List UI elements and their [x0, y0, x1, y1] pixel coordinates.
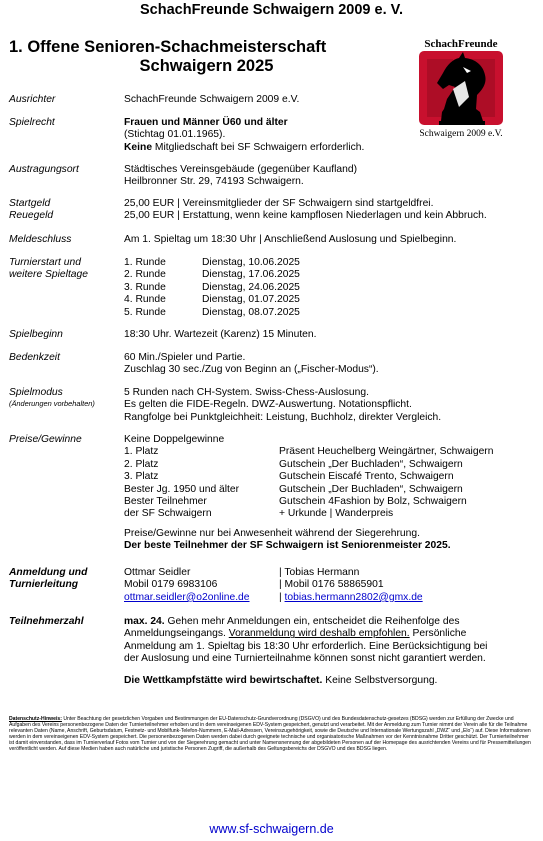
- contact-1-email-link[interactable]: ottmar.seidler@o2online.de: [124, 591, 250, 603]
- spielmodus-label-main: Spielmodus: [9, 387, 63, 398]
- selbstversorgung-text: Keine Selbstversorgung.: [322, 674, 438, 686]
- meldeschluss-label: Meldeschluss: [9, 234, 72, 245]
- spielmodus-line-3: Rangfolge bei Punktgleichheit: Leistung, Buchholz, direkter Vergleich.: [124, 411, 442, 423]
- round-row: [124, 307, 344, 319]
- privacy-notice: [9, 716, 535, 753]
- teilnehmer-max: max. 24.: [124, 616, 165, 627]
- round-row: [124, 282, 344, 294]
- prize-row: [124, 484, 524, 496]
- prize-text: Gutschein „Der Buchladen“, Schwaigern: [279, 458, 463, 470]
- spielrecht-line-3: [124, 142, 364, 154]
- title-line-2: Schwaigern 2025: [139, 57, 274, 75]
- austragungsort-line-1: Städtisches Vereinsgebäude (gegenüber Kaufland): [124, 164, 357, 175]
- prize-place: Bester Teilnehmer: [124, 495, 207, 507]
- round-number: 3. Runde: [124, 281, 166, 293]
- preise-note: Preise/Gewinne nur bei Anwesenheit während der Siegerehrung.: [124, 527, 420, 539]
- preise-label: Preise/Gewinne: [9, 434, 82, 445]
- spielrecht-keine: Keine: [124, 141, 153, 153]
- prize-text: Gutschein Eiscafé Trento, Schwaigern: [279, 471, 454, 483]
- contact-separator: |: [279, 591, 285, 603]
- spielmodus-value: [124, 387, 441, 424]
- spielrecht-label: Spielrecht: [9, 117, 55, 128]
- contact-2-email-link[interactable]: tobias.hermann2802@gmx.de: [284, 591, 423, 603]
- prize-text: Gutschein 4Fashion by Bolz, Schwaigern: [279, 495, 467, 507]
- round-date: Dienstag, 10.06.2025: [202, 257, 300, 268]
- round-row: [124, 294, 344, 306]
- prize-text: Gutschein „Der Buchladen“, Schwaigern: [279, 483, 463, 495]
- round-row: [124, 257, 344, 269]
- teilnehmer-text-2: Anmeldungseingangs.: [124, 628, 229, 640]
- bedenkzeit-label: Bedenkzeit: [9, 352, 60, 363]
- bedenkzeit-value: [124, 352, 379, 377]
- prize-text: + Urkunde | Wanderpreis: [279, 508, 394, 520]
- bewirtschaftet-bold: Die Wettkampfstätte wird bewirtschaftet.: [124, 674, 323, 686]
- logo-top-text: SchachFreunde: [424, 38, 498, 50]
- round-number: 2. Runde: [124, 269, 166, 281]
- prize-row: [124, 446, 524, 458]
- website-footer: [0, 823, 543, 835]
- prize-row: [124, 471, 524, 483]
- round-date: Dienstag, 17.06.2025: [202, 269, 300, 281]
- contact-2-phone: | Mobil 0176 58865901: [279, 579, 384, 591]
- turnierstart-label-2: weitere Spieltage: [9, 269, 88, 281]
- turnierstart-label: [9, 257, 88, 282]
- knight-logo-icon: [413, 37, 509, 139]
- prize-place: Bester Jg. 1950 und älter: [124, 483, 240, 495]
- austragungsort-line-2: Heilbronner Str. 29, 74193 Schwaigern.: [124, 176, 304, 188]
- preise-intro: Keine Doppelgewinne: [124, 434, 225, 445]
- bedenkzeit-line-1: 60 Min./Spieler und Partie.: [124, 352, 246, 363]
- austragungsort-label: Austragungsort: [9, 164, 79, 175]
- ausrichter-value: SchachFreunde Schwaigern 2009 e.V.: [124, 94, 300, 105]
- turnierstart-label-1: Turnierstart und: [9, 257, 81, 268]
- preise-note-bold: Der beste Teilnehmer der SF Schwaigern ist Seniorenmeister 2025.: [124, 540, 451, 552]
- meldeschluss-value: Am 1. Spieltag um 18:30 Uhr | Anschließend Auslosung und Spielbeginn.: [124, 234, 457, 245]
- prize-row: [124, 508, 524, 520]
- prize-row: [124, 496, 524, 508]
- anmeldung-label-1: Anmeldung und: [9, 567, 88, 578]
- privacy-heading: Datenschutz-Hinweis:: [9, 716, 62, 722]
- round-date: Dienstag, 24.06.2025: [202, 281, 300, 293]
- teilnehmer-footer: [124, 675, 536, 687]
- reuegeld-label: Reuegeld: [9, 210, 54, 221]
- startgeld-label: Startgeld: [9, 198, 51, 209]
- round-number: 5. Runde: [124, 306, 166, 318]
- teilnehmer-line-2: [124, 628, 536, 640]
- prize-place: 3. Platz: [124, 471, 159, 483]
- teilnehmer-line-1: [124, 616, 536, 628]
- spielmodus-line-2: Es gelten die FIDE-Regeln. DWZ-Auswertung. Notationspflicht.: [124, 399, 412, 411]
- anmeldung-label-2: Turnierleitung: [9, 579, 79, 591]
- title-line-1: 1. Offene Senioren-Schachmeisterschaft: [9, 38, 327, 56]
- teilnehmer-value: [124, 616, 536, 687]
- privacy-text: Unter Beachtung der gesetzlichen Vorgaben und Bestimmungen der EU-Datenschutz-Grundverordnung (DSGVO) und des Bundesdatenschutz-gesetzes (BDSG) werden zur Erfüllung der Zwecke und Aufgaben des Vereins personenbezogene Daten der Turnierteilnehmer erhoben und in dem vereinseigenen EDV-System gespeichert, genutzt und verarbeitet. Mit der Anmeldung zum Turnier nimmt der Verein alle für die Teilnahme relevanten Daten (Name, Anschrift, Geburtsdatum, Festnetz- und Mobilfunk-Telefon-Nummern, E-Mail-Adressen, Vereinszugehörigkeit, sowie die Deutsche und Internationale Wertungszahl „DWZ“ und „Elo“) auf. Diese Informationen werden in dem vereinseigenen EDV-System gespeichert. Die personenbezogenen Daten werden dabei durch geeignete technische und organisatorische Maßnahmen vor der Kenntnisnahme Dritter geschützt. Der Turnierteilnehmer ist damit einverstanden, dass im Turnierverlauf Fotos vom Turnier und von der Siegerehrung gemacht und unter Namensnennung der abgebildeten Personen auf der Homepage des ausrichtenden Vereins und für Pressemitteilungen veröffentlicht werden. Auf diese Medien haben auch natürliche und juristische Personen Zugriff, die außerhalb des Geltungsbereichs der DSGVO und des BDSG liegen.: [9, 716, 531, 753]
- contact-phone-row: [124, 579, 524, 591]
- teilnehmer-text-1: Gehen mehr Anmeldungen ein, entscheidet die Reihenfolge des: [164, 616, 460, 627]
- spielrecht-value: [124, 117, 364, 154]
- contact-2-name: | Tobias Hermann: [279, 567, 360, 578]
- club-header: SchachFreunde Schwaigern 2009 e. V.: [140, 2, 403, 18]
- bedenkzeit-line-2: Zuschlag 30 sec./Zug von Beginn an („Fischer-Modus“).: [124, 364, 379, 376]
- website-link[interactable]: www.sf-schwaigern.de: [209, 822, 334, 836]
- prize-place: 1. Platz: [124, 446, 159, 458]
- spielrecht-rest: Mitgliedschaft bei SF Schwaigern erforderlich.: [152, 141, 365, 153]
- spielrecht-line-2: (Stichtag 01.01.1965).: [124, 129, 226, 141]
- prize-text: Präsent Heuchelberg Weingärtner, Schwaigern: [279, 446, 494, 458]
- spielrecht-line-1: Frauen und Männer Ü60 und älter: [124, 117, 288, 128]
- round-row: [124, 269, 344, 281]
- teilnehmer-line-4: der Auslosung und eine Turnierteilnahme können sonst nicht garantiert werden.: [124, 653, 486, 665]
- rounds-list: [124, 257, 344, 319]
- spielmodus-label: [9, 387, 95, 409]
- teilnehmer-voranmeldung: Voranmeldung wird deshalb empfohlen.: [228, 628, 410, 640]
- round-number: 4. Runde: [124, 294, 166, 306]
- anmeldung-label: [9, 567, 87, 592]
- round-number: 1. Runde: [124, 257, 166, 268]
- contact-1-phone: Mobil 0179 6983106: [124, 579, 218, 591]
- spielmodus-sublabel: (Änderungen vorbehalten): [9, 399, 95, 409]
- contact-1-name: Ottmar Seidler: [124, 567, 191, 578]
- spielbeginn-label: Spielbeginn: [9, 329, 63, 340]
- contact-name-row: [124, 567, 524, 579]
- teilnehmer-label: Teilnehmerzahl: [9, 616, 84, 627]
- spielbeginn-value: 18:30 Uhr. Wartezeit (Karenz) 15 Minuten.: [124, 329, 317, 340]
- teilnehmer-line-3: Anmeldung am 1. Spieltag bis 18:30 Uhr erforderlich. Eine Berücksichtigung bei: [124, 640, 488, 652]
- spielmodus-line-1: 5 Runden nach CH-System. Swiss-Chess-Auslosung.: [124, 387, 369, 398]
- prize-place: der SF Schwaigern: [124, 508, 212, 520]
- round-date: Dienstag, 01.07.2025: [202, 294, 300, 306]
- prize-row: [124, 459, 524, 471]
- teilnehmer-text-2b: Persönliche: [409, 628, 467, 640]
- page-title: [9, 38, 404, 76]
- startgeld-value: 25,00 EUR | Vereinsmitglieder der SF Schwaigern sind startgeldfrei.: [124, 198, 434, 209]
- austragungsort-value: [124, 164, 357, 189]
- logo-bottom-text: Schwaigern 2009 e.V.: [419, 129, 503, 139]
- contact-email-row: [124, 592, 524, 604]
- round-date: Dienstag, 08.07.2025: [202, 306, 300, 318]
- contacts: [124, 567, 524, 604]
- ausrichter-label: Ausrichter: [9, 94, 56, 105]
- reuegeld-value: 25,00 EUR | Erstattung, wenn keine kampflosen Niederlagen und kein Abbruch.: [124, 210, 487, 221]
- preise-table: [124, 434, 524, 553]
- club-logo: [413, 37, 509, 139]
- prize-place: 2. Platz: [124, 458, 159, 470]
